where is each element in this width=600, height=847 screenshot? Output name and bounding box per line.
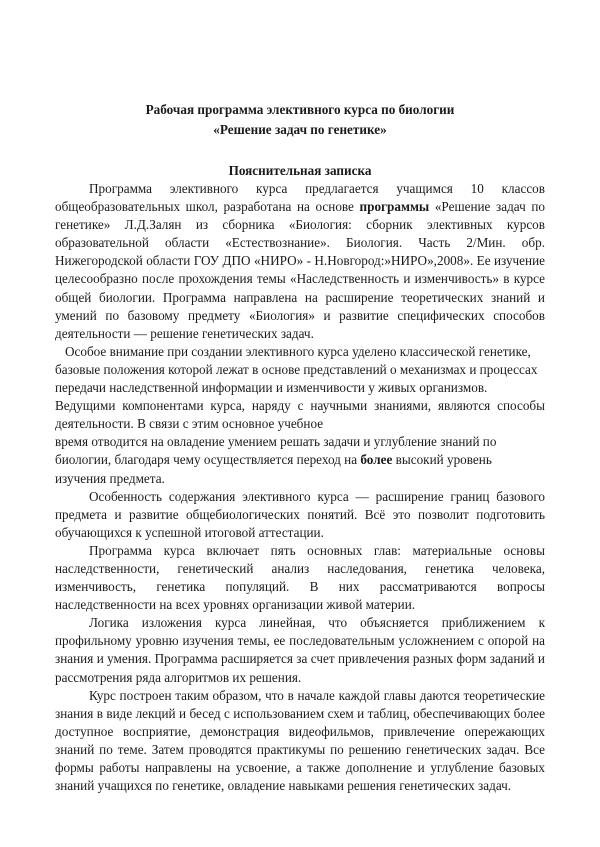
document-title-line-1: Рабочая программа элективного курса по биологии xyxy=(145,102,455,117)
paragraph-course-structure: Курс построен таким образом, что в начале каждой главы даются теоретические знания в виде лекций и бесед с использованием схем и таблиц, обеспечивающих более доступное восприятие, демонстрация видеофильмов, привлечение опережающих знаний по теме. Затем проводятся практикумы по решению генетических задач. Все формы работы направлены на усвоение, а также дополнение и углубление базовых знаний учащихся по генетике, овладение навыками решения генетических задач. xyxy=(55,687,545,794)
paragraph-study-time-text-after: высокий уровень изучения предмета. xyxy=(55,452,492,486)
emphasis-bolee: более xyxy=(360,452,393,468)
emphasis-programmy: программы xyxy=(359,199,430,215)
document-title-line-2: «Решение задач по генетике» xyxy=(213,122,387,137)
paragraph-course-logic: Логика изложения курса линейная, что объясняется приближением к профильному уровню изучения темы, ее последовательным усложнением с опорой на знания и умения. Программа расширяется за счет привлечения разных форм заданий и рассмотрения ряда алгоритмов их решения. xyxy=(55,615,545,685)
paragraph-course-chapters: Программа курса включает пять основных глав: материальные основы наследственности, генетический анализ наследования, генетика человека, изменчивость, генетика популяций. В них рассматриваются вопросы наследственности на всех уровнях организации живой материи. xyxy=(55,542,545,613)
paragraph-course-components xyxy=(55,397,545,433)
paragraph-classical-genetics: Особое внимание при создании элективного курса уделено классической генетике, базовые положения которой лежат в основе представлений о механизмах и процессах передачи наследственной информации и изменчивости у живых организмов. xyxy=(55,343,538,396)
paragraph-program-overview-text-before: Программа элективного курса предлагается учащимся 10 классов общеобразовательных школ, разработана на основе xyxy=(55,181,545,215)
paragraph-study-time-text-before: время отводится на овладение умением решать задачи и углубление знаний по биологии, благодаря чему осуществляется переход на xyxy=(55,434,497,468)
paragraph-content-feature: Особенность содержания элективного курса — расширение границ базового предмета и развитие общебиологических понятий. Всё это позволит подготовить обучающихся к успешной итоговой аттестации. xyxy=(55,488,545,540)
section-heading-explanatory-note: Пояснительная записка xyxy=(228,163,372,178)
paragraph-study-time xyxy=(55,433,545,487)
paragraph-course-components-text-first: Ведущими компонентами курса, наряду с научными знаниями, являются способы деятельности. В связи с этим основное учебное xyxy=(55,398,545,432)
paragraph-program-overview xyxy=(55,180,545,343)
paragraph-program-overview-text-after: «Решение задач по генетике» Л.Д.Залян из сборника «Биология: сборник элективных курсов образовательной области «Естествознание». Биология. Часть 2/Мин. обр. Нижегородской области ГОУ ДПО «НИРО» - Н.Новгород:»НИРО»,2008». Ее изучение целесообразно после прохождения темы «Наследственность и изменчивость» в курсе общей биологии. Программа направлена на расширение теоретических знаний и умений по базовому предмету «Биология» и развитие специфических способов деятельности — решение генетических задач. xyxy=(55,199,545,341)
